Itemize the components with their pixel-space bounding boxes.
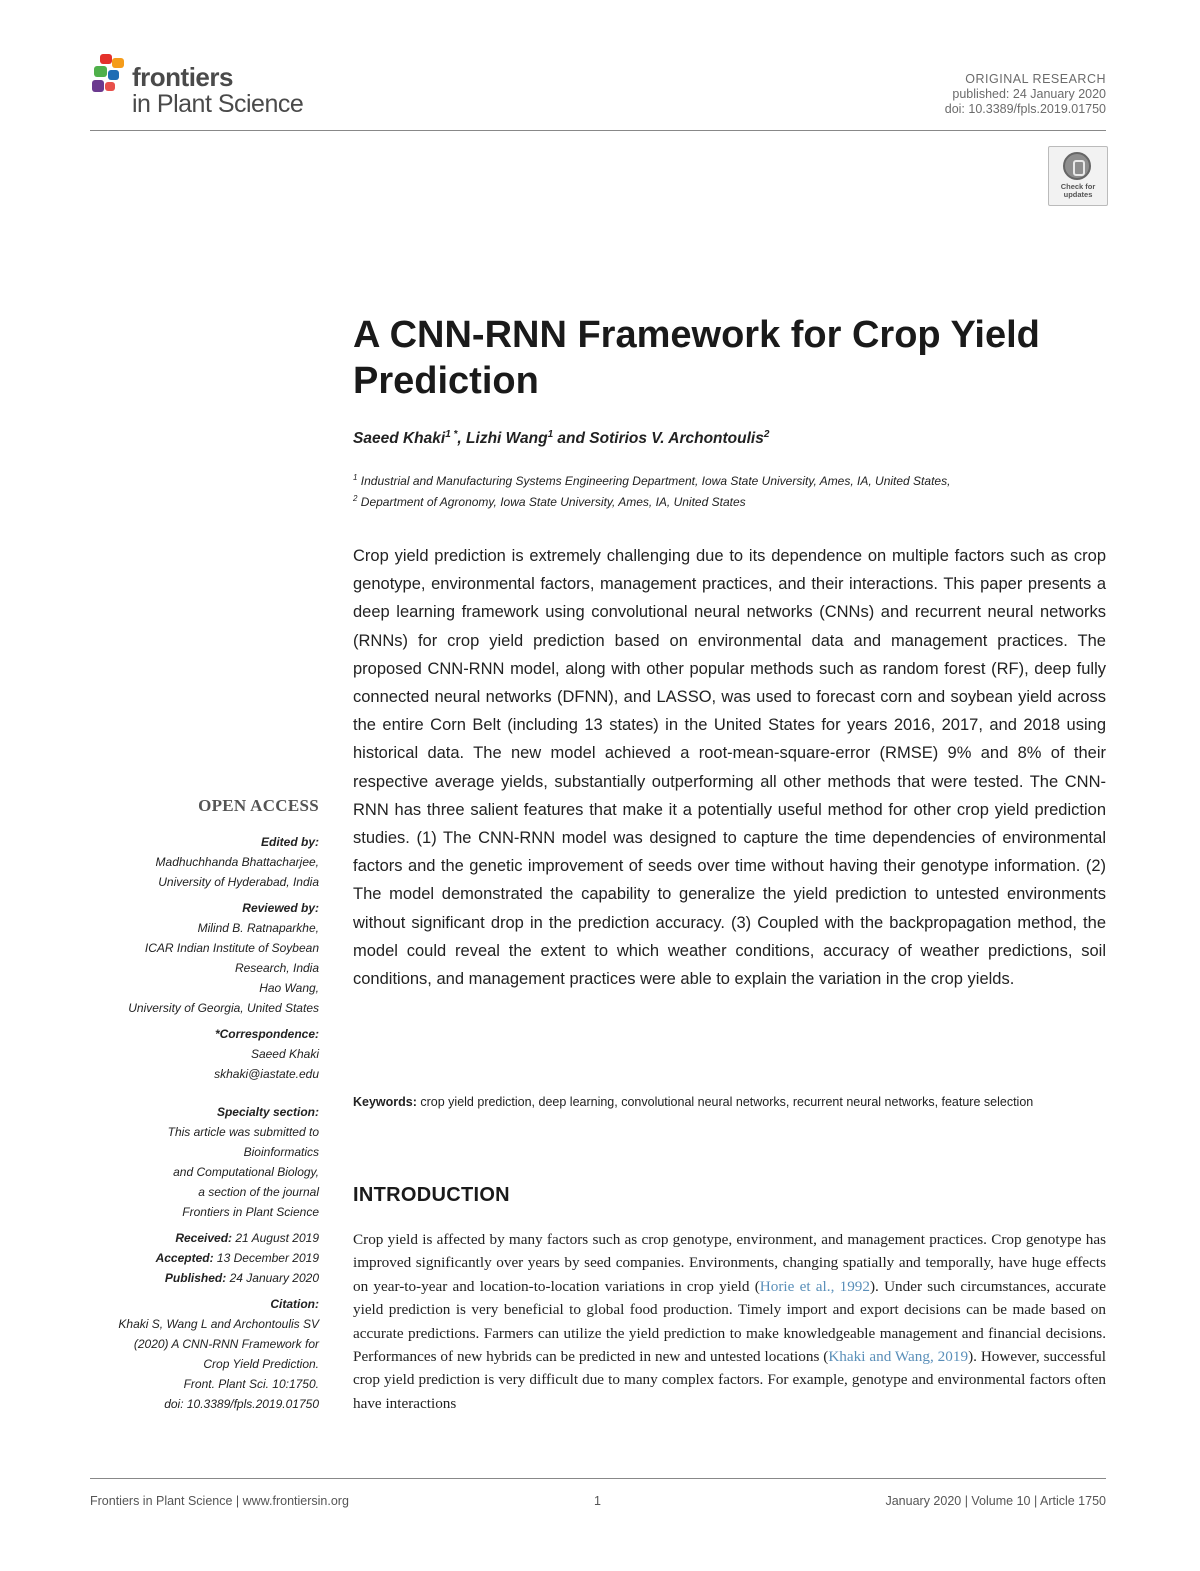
crossmark-icon xyxy=(1063,152,1091,180)
introduction-paragraph: Crop yield is affected by many factors such as crop genotype, environment, and management practices. Crop genotype has improved significantly over years by seed companies. Environments, changing spatially and temporally, have huge effects on year-to-year and location-to-location variations in crop yield (Horie et al., 1992). Under such circumstances, accurate yield prediction is very beneficial to global food production. Timely import and export decisions can be made based on accurate predictions. Farmers can utilize the yield prediction to make knowledgeable management and financial decisions. Performances of new hybrids can be predicted in new and untested locations (Khaki and Wang, 2019). However, successful crop yield prediction is very difficult due to many complex factors. For example, genotype and environmental factors often have interactions xyxy=(353,1231,1106,1412)
page-number: 1 xyxy=(594,1494,601,1508)
journal-logo xyxy=(90,52,330,122)
correspondence: *Correspondence: Saeed Khaki skhaki@iastate.edu xyxy=(79,1024,319,1084)
check-for-updates-button[interactable] xyxy=(1048,146,1108,206)
affiliation: $^1$ Industrial and Manufacturing Systems Engineering Department, Iowa State University, Ames, IA, United States, xyxy=(353,473,951,488)
journal-brand: frontiers xyxy=(132,62,233,92)
open-access-label: OPEN ACCESS xyxy=(198,796,319,815)
keywords xyxy=(353,1092,1106,1112)
author-affil-marker: 2 xyxy=(763,429,770,440)
author-list: Saeed Khaki$^{1 *}$, Lizhi Wang$^1$ and Sotirios V. Archontoulis$^2$ xyxy=(353,429,770,448)
author-name[interactable]: Sotirios V. Archontoulis xyxy=(589,430,764,448)
published-date: published: 24 January 2020 xyxy=(952,87,1106,101)
citation: Citation: Khaki S, Wang L and Archontoulis SV (2020) A CNN-RNN Framework for Crop Yield Prediction. Front. Plant Sci. 10:1750. doi: 10.3389/fpls.2019.01750 xyxy=(79,1294,319,1414)
reference-link[interactable]: Khaki and Wang, 2019 xyxy=(828,1348,969,1366)
header-divider xyxy=(90,130,1106,131)
crossmark-label: Check for updates xyxy=(1060,182,1096,199)
reviewed-by: Reviewed by: Milind B. Ratnaparkhe, ICAR Indian Institute of Soybean Research, India Hao Wang, University of Georgia, United States xyxy=(128,901,319,1015)
author-name[interactable]: Saeed Khaki xyxy=(353,430,446,448)
reference-link[interactable]: Horie et al., 1992 xyxy=(759,1277,870,1295)
frontiers-logo-icon xyxy=(90,52,132,98)
journal-subtitle: in Plant Science xyxy=(132,90,304,118)
footer-volume: January 2020 | Volume 10 | Article 1750 xyxy=(885,1494,1106,1508)
author-name[interactable]: Lizhi Wang xyxy=(466,430,548,448)
footer-journal: Frontiers in Plant Science | www.frontiersin.org xyxy=(90,1494,349,1508)
specialty-section: Specialty section: This article was submitted to Bioinformatics and Computational Biology, a section of the journal Frontiers in Plant Science xyxy=(167,1105,319,1219)
keywords-list: crop yield prediction, deep learning, convolutional neural networks, recurrent neural networks, feature selection xyxy=(420,1095,1034,1109)
affiliation: $^2$ Department of Agronomy, Iowa State University, Ames, IA, United States xyxy=(353,494,746,509)
correspondence-email-link[interactable]: skhaki@iastate.edu xyxy=(214,1067,319,1081)
abstract-text: Crop yield prediction is extremely challenging due to its dependence on multiple factors such as crop genotype, environmental factors, management practices, and their interactions. This paper presents a deep learning framework using convolutional neural networks (CNNs) and recurrent neural networks (RNNs) for crop yield prediction based on environmental data and management practices. The proposed CNN-RNN model, along with other popular methods such as random forest (RF), deep fully connected neural networks (DFNN), and LASSO, was used to forecast corn and soybean yield across the entire Corn Belt (including 13 states) in the United States for years 2016, 2017, and 2018 using historical data. The new model achieved a root-mean-square-error (RMSE) 9% and 8% of their respective average yields, substantially outperforming all other methods that were tested. The CNN-RNN has three salient features that make it a potentially useful method for other crop yield prediction studies. (1) The CNN-RNN model was designed to capture the time dependencies of environmental factors and the genetic improvement of seeds over time without having their genotype information. (2) The model demonstrated the capability to generalize the yield prediction to untested environments without significant drop in the prediction accuracy. (3) Coupled with the backpropagation method, the model could reveal the extent to which weather conditions, accuracy of weather predictions, soil conditions, and management practices were able to explain the variation in the crop yields. xyxy=(353,547,1106,989)
author-affil-marker: 1 * xyxy=(445,429,458,440)
author-affil-marker: 1 xyxy=(547,429,554,440)
article-info-sidebar xyxy=(79,796,319,1420)
keywords-label: Keywords: xyxy=(353,1095,417,1109)
citation-doi-link[interactable]: doi: 10.3389/fpls.2019.01750 xyxy=(164,1397,319,1411)
article-title: A CNN-RNN Framework for Crop Yield Prediction xyxy=(353,314,1040,402)
edited-by: Edited by: Madhuchhanda Bhattacharjee, University of Hyderabad, India xyxy=(155,835,319,889)
section-heading-introduction: INTRODUCTION xyxy=(353,1184,510,1206)
article-type: ORIGINAL RESEARCH xyxy=(965,72,1106,86)
article-meta-header xyxy=(945,72,1106,117)
article-dates: Received: 21 August 2019 Accepted: 13 December 2019 Published: 24 January 2020 xyxy=(155,1231,319,1285)
article-doi[interactable]: doi: 10.3389/fpls.2019.01750 xyxy=(944,102,1106,116)
footer-divider xyxy=(90,1478,1106,1479)
